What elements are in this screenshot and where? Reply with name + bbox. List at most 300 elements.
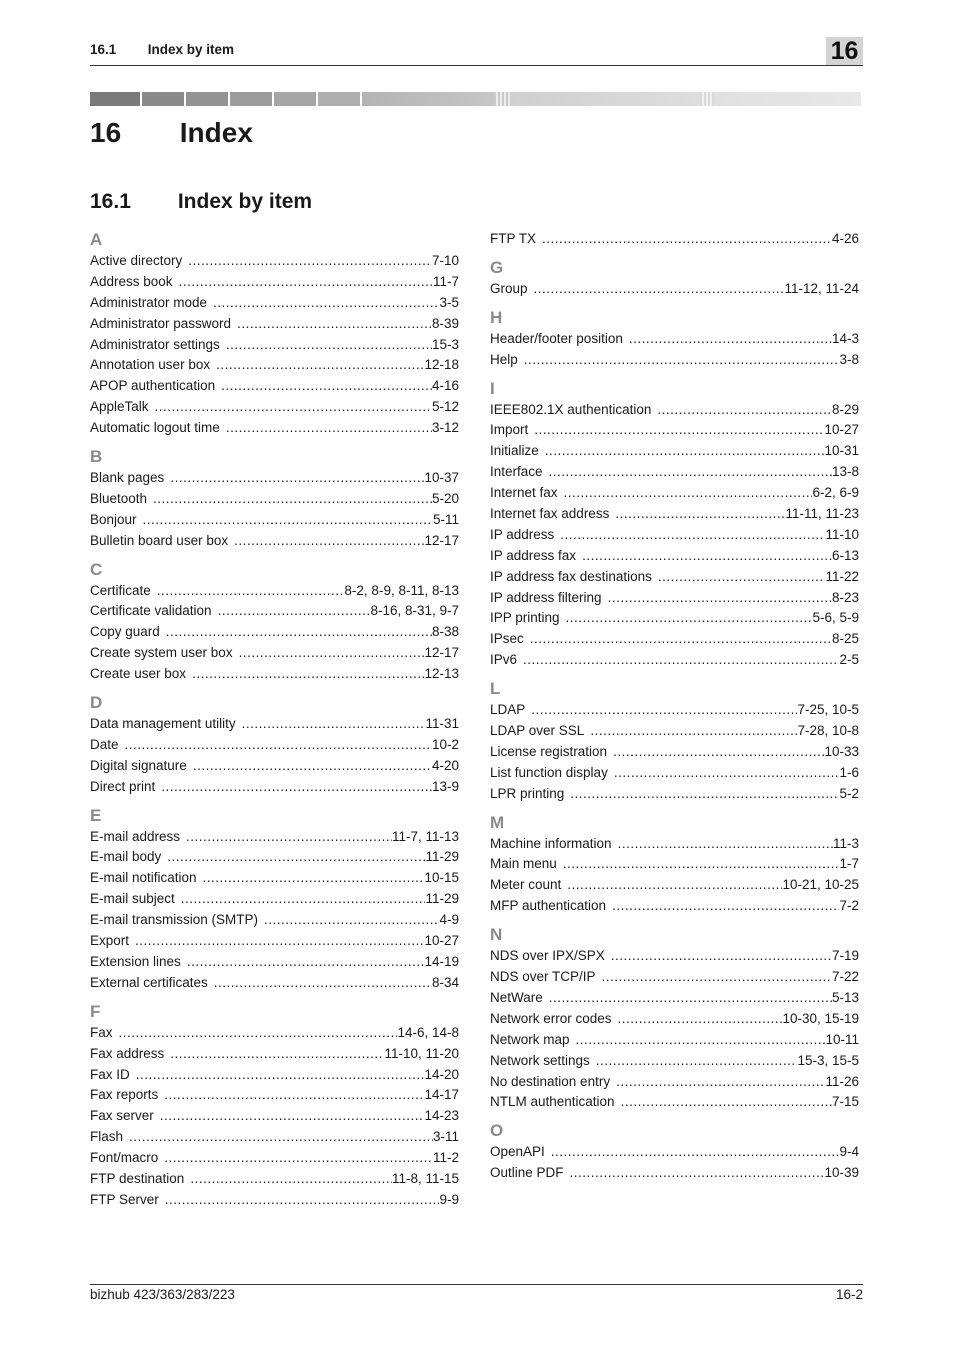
- index-entry-page-ref[interactable]: 11-8, 11-15: [391, 1170, 459, 1186]
- index-entry-page-ref[interactable]: 14-3: [831, 330, 859, 346]
- dot-leader: [234, 531, 424, 552]
- index-entry-term: Administrator settings: [90, 336, 220, 352]
- dot-leader: [188, 251, 432, 272]
- index-entry-page-ref[interactable]: 7-15: [831, 1094, 859, 1110]
- index-letter-heading: A: [90, 230, 103, 249]
- dot-leader: [143, 510, 433, 531]
- index-entry-term: E-mail notification: [90, 870, 197, 886]
- index-entry[interactable]: [490, 988, 859, 1009]
- index-entry-page-ref[interactable]: 7-22: [831, 969, 859, 985]
- index-entry[interactable]: [90, 973, 459, 994]
- index-group: [490, 307, 859, 371]
- index-entry[interactable]: [90, 910, 459, 931]
- index-entry-term: FTP Server: [90, 1191, 159, 1207]
- dot-leader: [119, 1023, 398, 1044]
- index-entry-page-ref[interactable]: 11-31: [425, 716, 459, 732]
- index-entry-term: Bluetooth: [90, 490, 148, 506]
- index-entry[interactable]: [90, 418, 459, 439]
- index-entry-page-ref[interactable]: 15-3: [431, 336, 459, 352]
- index-entry[interactable]: [90, 952, 459, 973]
- index-entry-page-ref[interactable]: 2-5: [839, 652, 859, 668]
- index-entry-page-ref[interactable]: 5-12: [431, 399, 459, 415]
- dot-leader: [226, 335, 432, 356]
- dot-leader: [193, 756, 432, 777]
- index-entry-page-ref[interactable]: 7-28, 10-8: [797, 723, 859, 739]
- index-entry[interactable]: [490, 279, 859, 300]
- dot-leader: [179, 272, 433, 293]
- index-entry[interactable]: [490, 967, 859, 988]
- index-group: [490, 1120, 859, 1184]
- index-entry[interactable]: [490, 784, 859, 805]
- index-entry-page-ref[interactable]: 7-25, 10-5: [797, 702, 859, 718]
- dot-leader: [160, 1106, 425, 1127]
- index-entry-page-ref[interactable]: 10-30, 15-19: [782, 1010, 859, 1026]
- index-entry[interactable]: [90, 664, 459, 685]
- index-entry[interactable]: [90, 1044, 459, 1065]
- index-entry[interactable]: [90, 931, 459, 952]
- index-entry-term: E-mail transmission (SMTP): [90, 912, 259, 928]
- dot-leader: [170, 1044, 384, 1065]
- index-entry[interactable]: [90, 489, 459, 510]
- chapter-number: 16: [90, 117, 122, 148]
- dot-leader: [612, 896, 839, 917]
- dot-leader: [615, 504, 785, 525]
- index-entry[interactable]: [90, 868, 459, 889]
- index-entry[interactable]: [90, 1085, 459, 1106]
- index-entry-term: Administrator password: [90, 315, 232, 331]
- index-entry-page-ref[interactable]: 6-2, 6-9: [812, 485, 859, 501]
- index-entry-page-ref[interactable]: 5-20: [431, 490, 459, 506]
- dot-leader: [187, 952, 425, 973]
- index-entry[interactable]: [90, 1023, 459, 1044]
- index-entry-page-ref[interactable]: 7-19: [831, 948, 859, 964]
- index-entry-term: External certificates: [90, 974, 208, 990]
- index-entry-page-ref[interactable]: 3-8: [839, 351, 859, 367]
- index-entry-page-ref[interactable]: 12-13: [424, 666, 459, 682]
- index-entry-page-ref[interactable]: 12-17: [424, 645, 459, 661]
- index-group: [490, 378, 859, 672]
- dot-leader: [658, 567, 826, 588]
- footer-product: bizhub 423/363/283/223: [90, 1287, 235, 1302]
- index-entry-page-ref[interactable]: 10-2: [431, 736, 459, 752]
- dot-leader: [564, 483, 813, 504]
- dot-leader: [563, 854, 840, 875]
- dot-leader: [129, 1127, 433, 1148]
- index-entry-page-ref[interactable]: 3-12: [431, 420, 459, 436]
- dot-leader: [214, 973, 432, 994]
- dot-leader: [582, 546, 832, 567]
- dot-leader: [616, 1072, 825, 1093]
- index-entry[interactable]: [490, 700, 859, 721]
- dot-leader: [167, 847, 425, 868]
- index-entry-page-ref[interactable]: 11-11, 11-23: [785, 506, 859, 522]
- index-entry-page-ref[interactable]: 12-17: [424, 532, 459, 548]
- dot-leader: [218, 601, 371, 622]
- index-entry[interactable]: [90, 251, 459, 272]
- chapter-name: Index: [179, 117, 253, 148]
- index-entry-term: Fax: [90, 1024, 113, 1040]
- index-entry-page-ref[interactable]: 14-20: [424, 1066, 459, 1082]
- index-entry-term: OpenAPI: [490, 1144, 545, 1160]
- index-entry[interactable]: [490, 1030, 859, 1051]
- index-entry[interactable]: [90, 1065, 459, 1086]
- index-entry-term: Network error codes: [490, 1010, 612, 1026]
- index-entry-term: E-mail body: [90, 849, 162, 865]
- index-entry-term: Machine information: [490, 835, 612, 851]
- index-entry[interactable]: [90, 847, 459, 868]
- index-entry-term: Bulletin board user box: [90, 532, 229, 548]
- index-group: [490, 924, 859, 1113]
- index-entry-term: IPP printing: [490, 610, 560, 626]
- index-entry-page-ref[interactable]: 12-18: [424, 357, 459, 373]
- index-letter-heading: E: [90, 805, 102, 825]
- dot-leader: [523, 650, 839, 671]
- index-entry-term: Import: [490, 422, 529, 438]
- index-entry-page-ref[interactable]: 8-39: [431, 315, 459, 331]
- footer-divider: [90, 1284, 863, 1285]
- index-entry-page-ref[interactable]: 11-10, 11-20: [384, 1045, 459, 1061]
- index-entry-page-ref[interactable]: 8-16, 8-31, 9-7: [370, 603, 459, 619]
- index-entry-page-ref[interactable]: 10-15: [424, 870, 459, 886]
- index-entry-term: Fax address: [90, 1045, 165, 1061]
- dot-leader: [242, 714, 426, 735]
- index-entry-term: Annotation user box: [90, 357, 211, 373]
- index-entry[interactable]: [490, 721, 859, 742]
- index-entry-page-ref[interactable]: 15-3, 15-5: [797, 1052, 859, 1068]
- index-entry-page-ref[interactable]: 10-11: [825, 1031, 859, 1047]
- section-name: Index by item: [177, 190, 313, 213]
- index-entry-term: FTP destination: [90, 1170, 185, 1186]
- dot-leader: [618, 1009, 783, 1030]
- index-entry[interactable]: [90, 1127, 459, 1148]
- index-entry[interactable]: [490, 229, 859, 250]
- index-entry-page-ref[interactable]: 11-29: [425, 891, 459, 907]
- dot-leader: [545, 441, 825, 462]
- index-entry[interactable]: [490, 608, 859, 629]
- index-entry[interactable]: [490, 742, 859, 763]
- index-group: [90, 692, 459, 798]
- index-entry-term: Bonjour: [90, 511, 137, 527]
- index-entry-page-ref[interactable]: 14-6, 14-8: [397, 1024, 459, 1040]
- index-entry[interactable]: [90, 889, 459, 910]
- index-entry-page-ref[interactable]: 10-39: [824, 1165, 859, 1181]
- index-entry[interactable]: [90, 376, 459, 397]
- index-entry-term: List function display: [490, 764, 608, 780]
- index-entry[interactable]: [490, 1092, 859, 1113]
- index-entry-term: Internet fax address: [490, 506, 610, 522]
- index-entry-page-ref[interactable]: 8-2, 8-9, 8-11, 8-13: [344, 582, 459, 598]
- index-entry-term: Outline PDF: [490, 1165, 564, 1181]
- decorative-gradient-bar: [90, 92, 863, 106]
- index-entry[interactable]: [90, 510, 459, 531]
- index-entry-page-ref[interactable]: 5-6, 5-9: [812, 610, 859, 626]
- index-entry[interactable]: [490, 763, 859, 784]
- index-entry[interactable]: [490, 350, 859, 371]
- index-entry[interactable]: [490, 1072, 859, 1093]
- index-entry-page-ref[interactable]: 11-26: [825, 1073, 859, 1089]
- index-entry-term: Fax reports: [90, 1087, 159, 1103]
- index-entry-term: Font/macro: [90, 1150, 159, 1166]
- index-entry-page-ref[interactable]: 10-33: [824, 743, 859, 759]
- index-entry-page-ref[interactable]: 5-13: [831, 989, 859, 1005]
- index-entry[interactable]: [490, 854, 859, 875]
- index-entry-page-ref[interactable]: 11-7: [432, 273, 459, 289]
- dot-leader: [164, 1085, 424, 1106]
- index-entry-page-ref[interactable]: 10-27: [824, 422, 859, 438]
- dot-leader: [213, 293, 439, 314]
- index-entry-page-ref[interactable]: 11-2: [432, 1150, 459, 1166]
- dot-leader: [125, 735, 432, 756]
- index-entry[interactable]: [90, 468, 459, 489]
- index-entry-page-ref[interactable]: 11-12, 11-24: [784, 280, 859, 296]
- index-entry-page-ref[interactable]: 9-9: [439, 1191, 459, 1207]
- dot-leader: [570, 1163, 825, 1184]
- index-entry-page-ref[interactable]: 11-7, 11-13: [391, 828, 459, 844]
- index-entry[interactable]: [490, 588, 859, 609]
- index-entry-term: Automatic logout time: [90, 420, 220, 436]
- index-entry[interactable]: [90, 272, 459, 293]
- index-group: [490, 229, 859, 250]
- index-entry-page-ref[interactable]: 10-37: [424, 470, 459, 486]
- index-entry[interactable]: [90, 1106, 459, 1127]
- dot-leader: [216, 355, 424, 376]
- index-entry-page-ref[interactable]: 8-23: [831, 589, 859, 605]
- index-entry-term: Main menu: [490, 856, 557, 872]
- dot-leader: [157, 581, 345, 602]
- index-entry[interactable]: [90, 622, 459, 643]
- index-group: [490, 678, 859, 804]
- dot-leader: [190, 1169, 392, 1190]
- dot-leader: [534, 420, 824, 441]
- index-entry-page-ref[interactable]: 10-21, 10-25: [782, 877, 859, 893]
- dot-leader: [155, 397, 432, 418]
- index-entry[interactable]: [90, 314, 459, 335]
- index-entry-page-ref[interactable]: 10-27: [424, 933, 459, 949]
- index-entry[interactable]: [490, 1009, 859, 1030]
- index-entry[interactable]: [90, 756, 459, 777]
- index-entry[interactable]: [490, 629, 859, 650]
- index-group: [90, 229, 459, 439]
- index-entry-page-ref[interactable]: 4-26: [831, 231, 859, 246]
- index-entry[interactable]: [490, 896, 859, 917]
- chapter-title: [90, 117, 253, 149]
- index-entry-term: No destination entry: [490, 1073, 611, 1089]
- index-entry-page-ref[interactable]: 8-34: [431, 974, 459, 990]
- index-entry-term: Network map: [490, 1031, 570, 1047]
- index-entry-term: Internet fax: [490, 485, 558, 501]
- index-entry-page-ref[interactable]: 8-38: [431, 624, 459, 640]
- index-entry-term: IP address: [490, 526, 555, 542]
- index-entry-term: MFP authentication: [490, 898, 607, 914]
- index-entry-page-ref[interactable]: 11-22: [825, 568, 859, 584]
- dot-leader: [551, 1142, 840, 1163]
- index-letter-heading: O: [490, 1121, 504, 1141]
- index-entry-term: LDAP over SSL: [490, 723, 585, 739]
- index-group: [490, 812, 859, 918]
- index-entry-term: Blank pages: [90, 470, 165, 486]
- dot-leader: [560, 525, 825, 546]
- index-entry-page-ref[interactable]: 6-13: [831, 547, 859, 563]
- index-entry-page-ref[interactable]: 14-23: [424, 1108, 459, 1124]
- dot-leader: [576, 1030, 826, 1051]
- index-entry[interactable]: [90, 643, 459, 664]
- index-entry-term: Certificate: [90, 582, 151, 598]
- dot-leader: [203, 868, 425, 889]
- dot-leader: [181, 889, 426, 910]
- index-entry-page-ref[interactable]: 9-4: [839, 1144, 859, 1160]
- index-entry-term: Header/footer position: [490, 330, 623, 346]
- index-column-right: [490, 229, 859, 1184]
- dot-leader: [531, 700, 797, 721]
- index-entry-term: NDS over TCP/IP: [490, 969, 596, 985]
- index-entry[interactable]: [490, 525, 859, 546]
- index-entry[interactable]: [490, 1142, 859, 1163]
- index-entry[interactable]: [490, 504, 859, 525]
- index-entry-page-ref[interactable]: 3-5: [439, 294, 459, 310]
- dot-leader: [186, 827, 392, 848]
- index-entry-page-ref[interactable]: 14-19: [424, 953, 459, 969]
- index-entry-term: Direct print: [90, 778, 156, 794]
- index-entry-term: Certificate validation: [90, 603, 212, 619]
- index-entry[interactable]: [490, 567, 859, 588]
- index-entry-page-ref[interactable]: 11-29: [425, 849, 459, 865]
- index-entry[interactable]: [490, 1051, 859, 1072]
- dot-leader: [161, 777, 432, 798]
- index-entry[interactable]: [490, 462, 859, 483]
- index-entry-page-ref[interactable]: 4-9: [439, 912, 459, 928]
- index-column-left: [90, 229, 459, 1211]
- dot-leader: [618, 834, 833, 855]
- dot-leader: [549, 462, 832, 483]
- index-entry-term: AppleTalk: [90, 399, 149, 415]
- index-entry[interactable]: [490, 483, 859, 504]
- dot-leader: [608, 588, 832, 609]
- index-entry-term: FTP TX: [490, 231, 537, 246]
- index-entry[interactable]: [90, 397, 459, 418]
- dot-leader: [566, 608, 813, 629]
- index-letter-heading: B: [90, 447, 103, 467]
- running-header: [90, 42, 234, 57]
- dot-leader: [590, 721, 797, 742]
- index-entry-term: Create system user box: [90, 645, 233, 661]
- index-entry-page-ref[interactable]: 5-2: [839, 785, 859, 801]
- index-entry[interactable]: [90, 601, 459, 622]
- index-entry-term: Help: [490, 351, 518, 367]
- index-entry-term: Initialize: [490, 443, 539, 459]
- section-number: 16.1: [90, 190, 131, 213]
- index-entry-page-ref[interactable]: 7-2: [839, 898, 859, 914]
- index-entry-page-ref[interactable]: 11-10: [825, 526, 859, 542]
- index-entry-page-ref[interactable]: 1-7: [839, 856, 859, 872]
- index-entry[interactable]: [490, 441, 859, 462]
- index-entry-term: NTLM authentication: [490, 1094, 615, 1110]
- index-entry[interactable]: [490, 946, 859, 967]
- index-entry-page-ref[interactable]: 5-11: [432, 511, 459, 527]
- dot-leader: [166, 622, 432, 643]
- index-entry-page-ref[interactable]: 8-29: [831, 401, 859, 417]
- index-entry-page-ref[interactable]: 14-17: [424, 1087, 459, 1103]
- dot-leader: [657, 400, 832, 421]
- index-entry-term: LPR printing: [490, 785, 565, 801]
- index-entry-page-ref[interactable]: 11-3: [832, 835, 859, 851]
- index-entry-term: Flash: [90, 1129, 124, 1145]
- index-entry[interactable]: [490, 420, 859, 441]
- index-entry-term: E-mail subject: [90, 891, 175, 907]
- dot-leader: [542, 229, 832, 250]
- footer-page-number: 16-2: [835, 1287, 863, 1302]
- index-entry-term: Administrator mode: [90, 294, 208, 310]
- dot-leader: [165, 1190, 440, 1211]
- index-entry-page-ref[interactable]: 3-11: [432, 1129, 459, 1145]
- index-entry-term: Extension lines: [90, 953, 181, 969]
- dot-leader: [549, 988, 832, 1009]
- index-entry-term: IP address filtering: [490, 589, 602, 605]
- index-entry-term: IP address fax destinations: [490, 568, 652, 584]
- index-entry-page-ref[interactable]: 7-10: [431, 253, 459, 268]
- index-letter-heading: H: [490, 307, 503, 327]
- dot-leader: [614, 763, 840, 784]
- index-group: [90, 805, 459, 994]
- index-entry[interactable]: [490, 1163, 859, 1184]
- index-entry-page-ref[interactable]: 8-25: [831, 631, 859, 647]
- index-entry-term: Interface: [490, 464, 543, 480]
- index-entry-page-ref[interactable]: 4-20: [431, 757, 459, 773]
- dot-leader: [226, 418, 432, 439]
- index-entry-term: Fax ID: [90, 1066, 130, 1082]
- index-entry[interactable]: [90, 355, 459, 376]
- index-entry[interactable]: [90, 735, 459, 756]
- index-entry[interactable]: [90, 827, 459, 848]
- dot-leader: [136, 1065, 425, 1086]
- index-entry[interactable]: [90, 531, 459, 552]
- index-entry-term: IEEE802.1X authentication: [490, 401, 652, 417]
- index-entry[interactable]: [90, 1148, 459, 1169]
- index-letter-heading: F: [90, 1001, 101, 1021]
- index-entry[interactable]: [90, 335, 459, 356]
- index-entry[interactable]: [90, 714, 459, 735]
- index-entry[interactable]: [490, 650, 859, 671]
- index-entry-term: Digital signature: [90, 757, 187, 773]
- index-entry-page-ref[interactable]: 4-16: [431, 378, 459, 394]
- index-entry[interactable]: [490, 329, 859, 350]
- index-entry-term: IP address fax: [490, 547, 577, 563]
- index-entry[interactable]: [90, 293, 459, 314]
- index-entry[interactable]: [90, 1169, 459, 1190]
- index-entry[interactable]: [490, 875, 859, 896]
- index-entry[interactable]: [90, 581, 459, 602]
- index-entry-page-ref[interactable]: 1-6: [839, 764, 859, 780]
- index-letter-heading: N: [490, 925, 503, 945]
- index-entry-term: Group: [490, 280, 528, 296]
- index-entry-page-ref[interactable]: 13-8: [831, 464, 859, 480]
- index-entry-page-ref[interactable]: 10-31: [824, 443, 859, 459]
- dot-leader: [135, 931, 424, 952]
- index-entry[interactable]: [90, 777, 459, 798]
- index-entry-page-ref[interactable]: 13-9: [431, 778, 459, 794]
- index-entry[interactable]: [490, 400, 859, 421]
- index-entry[interactable]: [90, 1190, 459, 1211]
- index-letter-heading: C: [90, 559, 103, 579]
- index-entry[interactable]: [490, 546, 859, 567]
- index-entry-term: Data management utility: [90, 716, 236, 732]
- header-divider: [90, 65, 863, 66]
- dot-leader: [621, 1092, 832, 1113]
- dot-leader: [570, 784, 839, 805]
- dot-leader: [192, 664, 424, 685]
- dot-leader: [524, 350, 840, 371]
- index-entry-term: NetWare: [490, 989, 543, 1005]
- index-entry[interactable]: [490, 834, 859, 855]
